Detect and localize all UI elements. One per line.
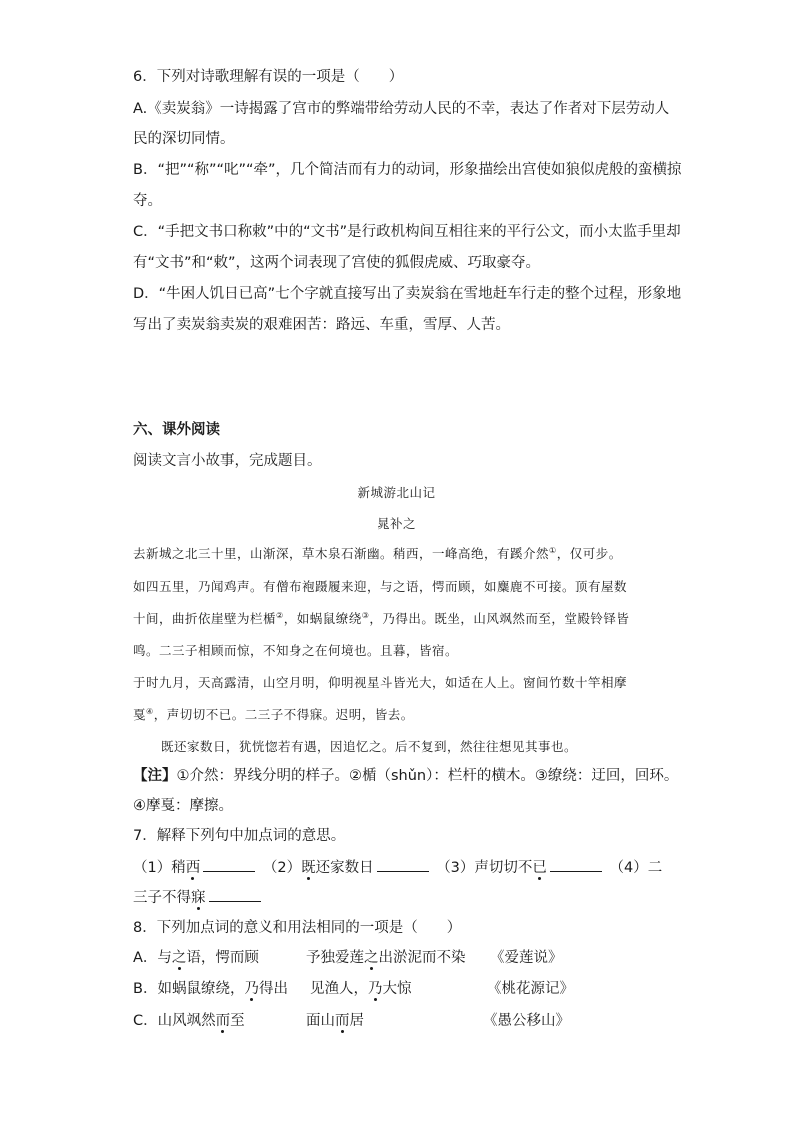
footnote-mark: ③ xyxy=(361,610,370,620)
q6-option-a-line1: A.《卖炭翁》一诗揭露了宫市的弊端带给劳动人民的不幸，表达了作者对下层劳动人 xyxy=(133,101,670,117)
section-heading: 六、课外阅读 xyxy=(133,422,220,438)
q8-option-a-mid: 予独爱莲之出淤泥而不染 xyxy=(306,950,466,966)
q6-option-a-line2: 民的深切同情。 xyxy=(133,131,235,147)
passage-p1-line4: 鸣。二三子相顾而惊，不知身之在何境也。且暮，皆宿。 xyxy=(133,643,459,658)
q8-option-a-left: A．与之语，愕而顾 xyxy=(133,950,259,966)
dotted-word: 乃 xyxy=(244,981,259,997)
q7-items-line1: （1）稍西 （2）既还家数日 （3）声切切不已 （4）二 xyxy=(133,857,662,878)
footnote-mark: ① xyxy=(549,545,557,555)
q8-option-b-mid: 见渔人，乃大惊 xyxy=(310,981,412,997)
footnote-mark: ② xyxy=(276,610,284,620)
q6-stem: 6．下列对诗歌理解有误的一项是（ ） xyxy=(133,69,404,85)
q6-option-d-line1: D．“牛困人饥日已高”七个字就直接写出了卖炭翁在雪地赶车行走的整个过程，形象地 xyxy=(133,286,682,302)
passage-p1-line2: 如四五里，乃闻鸡声。有僧布袍蹑履来迎，与之语，愕而顾，如麋鹿不可接。顶有屋数 xyxy=(133,579,628,594)
dotted-word: 寐 xyxy=(191,890,206,906)
q6-option-d-line2: 写出了卖炭翁卖炭的艰难困苦：路远、车重，雪厚、人苦。 xyxy=(133,317,510,333)
q6-option-b-line2: 夺。 xyxy=(133,193,162,209)
dotted-word: 之 xyxy=(364,950,379,966)
notes-line1: 【注】①介然：界线分明的样子。②楯（shǔn）：栏杆的横木。③缭绕：迂回，回环。 xyxy=(133,768,679,784)
dotted-word: 之 xyxy=(171,950,187,966)
passage-author: 晁补之 xyxy=(376,516,416,531)
passage-p3: 既还家数日，犹恍惚若有遇，因追忆之。后不复到，然往往想见其事也。 xyxy=(161,739,578,754)
q7-stem: 7．解释下列句中加点词的意思。 xyxy=(133,828,346,844)
q8-option-b-left: B．如蜗鼠缭绕，乃得出 xyxy=(133,981,288,997)
dotted-word: 已 xyxy=(532,860,547,876)
q8-option-c-source: 《愚公移山》 xyxy=(483,1013,570,1029)
q8-stem: 8．下列加点词的意义和用法相同的一项是（ ） xyxy=(133,920,462,936)
passage-p2-line2: 戛④，声切切不已。二三子不得寐。迟明，皆去。 xyxy=(133,706,414,722)
q7-items-line2: 三子不得寐 xyxy=(133,887,264,908)
q6-option-b-line1: B．“把”“称”“叱”“牵”，几个简洁而有力的动词，形象描绘出宫使如狼似虎般的蛮横掠 xyxy=(133,162,682,178)
dotted-word: 西 xyxy=(185,860,201,876)
q8-option-c-left: C．山风飒然而至 xyxy=(133,1013,245,1029)
dotted-word: 而 xyxy=(215,1013,231,1029)
answer-blank[interactable] xyxy=(209,887,261,902)
passage-p1-line3: 十间，曲折依崖壁为栏楯②，如蜗鼠缭绕③，乃得出。既坐，山风飒然而至，堂殿铃铎皆 xyxy=(133,610,630,626)
dotted-word: 乃 xyxy=(368,981,383,997)
q8-option-c-mid: 面山而居 xyxy=(306,1013,364,1029)
answer-blank[interactable] xyxy=(203,857,255,872)
notes-label: 【注】 xyxy=(133,768,177,784)
q6-option-c-line1: C．“手把文书口称敕”中的“文书”是行政机构间互相往来的平行公文，而小太监手里却 xyxy=(133,224,681,240)
dotted-word: 而 xyxy=(335,1013,350,1029)
passage-p1-line1: 去新城之北三十里，山渐深，草木泉石渐幽。稍西，一峰高绝，有蹊介然①，仅可步。 xyxy=(133,545,622,561)
notes-line2: ④摩戛：摩擦。 xyxy=(133,798,233,814)
q6-option-c-line2: 有“文书”和“敕”，这两个词表现了宫使的狐假虎威、巧取豪夺。 xyxy=(133,255,541,271)
answer-blank[interactable] xyxy=(377,857,429,872)
q8-option-b-source: 《桃花源记》 xyxy=(487,981,574,997)
footnote-mark: ④ xyxy=(146,706,154,716)
passage-p2-line1: 于时九月，天高露清，山空月明，仰明视星斗皆光大，如适在人上。窗间竹数十竿相摩 xyxy=(133,675,628,690)
dotted-word: 既 xyxy=(301,860,316,876)
passage-title: 新城游北山记 xyxy=(357,485,436,500)
answer-blank[interactable] xyxy=(550,857,602,872)
section-instruction: 阅读文言小故事，完成题目。 xyxy=(133,453,322,469)
q8-option-a-source: 《爱莲说》 xyxy=(490,950,563,966)
